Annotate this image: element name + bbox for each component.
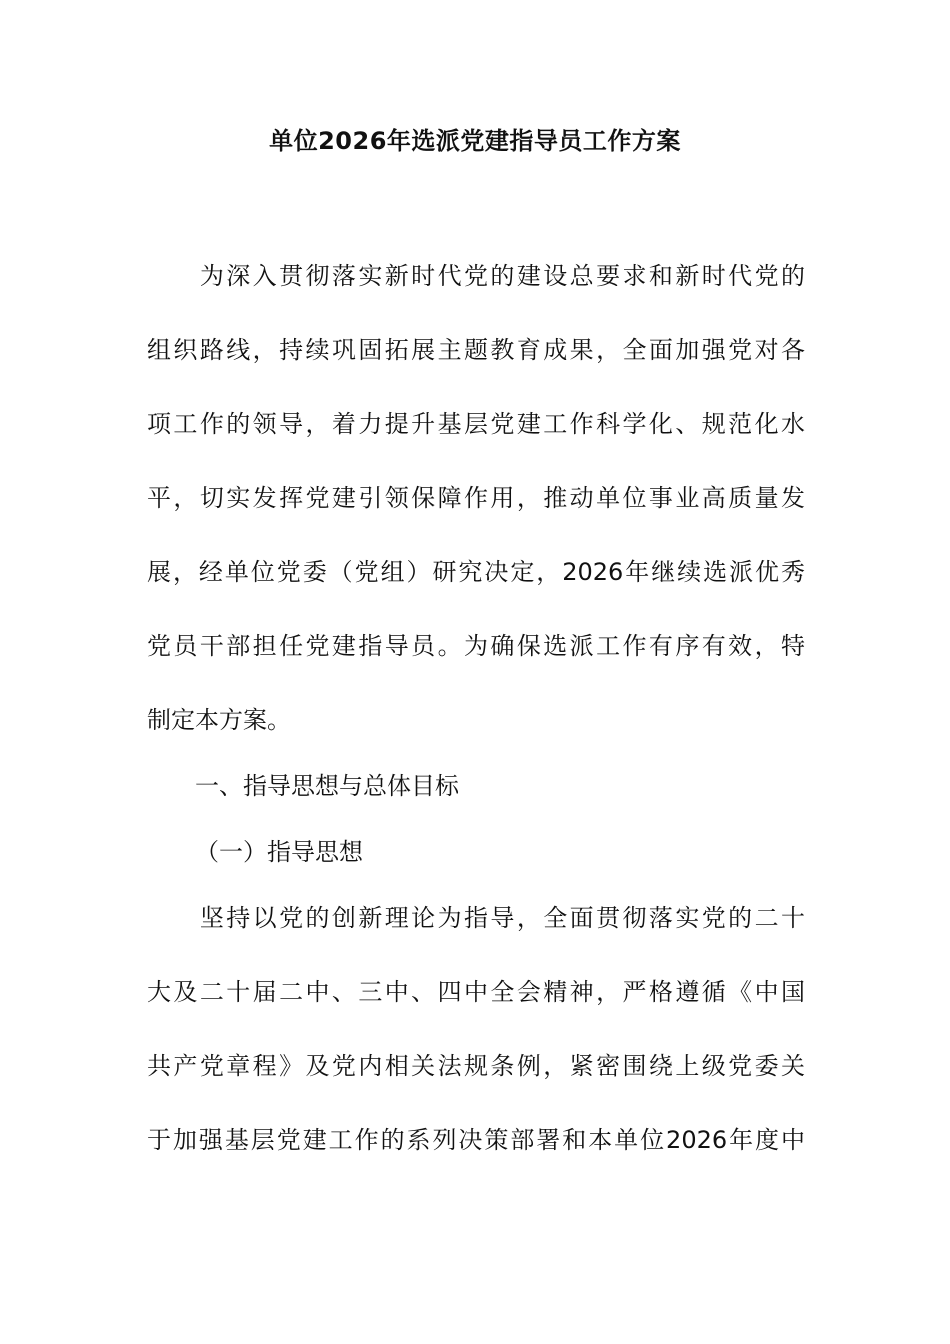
paragraph-line: 坚持以党的创新理论为指导，全面贯彻落实党的二十 [147, 904, 805, 932]
subsection-heading: （一）指导思想 [195, 838, 363, 866]
paragraph-line: 党员干部担任党建指导员。为确保选派工作有序有效，特 [147, 632, 805, 660]
paragraph-line: 展，经单位党委（党组）研究决定，2026年继续选派优秀 [147, 558, 805, 586]
paragraph-line: 为深入贯彻落实新时代党的建设总要求和新时代党的 [147, 262, 805, 290]
section-heading: 一、指导思想与总体目标 [195, 772, 459, 800]
paragraph-line: 共产党章程》及党内相关法规条例，紧密围绕上级党委关 [147, 1052, 805, 1080]
paragraph-line: 制定本方案。 [147, 706, 291, 734]
document-title: 单位2026年选派党建指导员工作方案 [269, 127, 681, 155]
paragraph-line: 组织路线，持续巩固拓展主题教育成果，全面加强党对各 [147, 336, 805, 364]
paragraph-line: 于加强基层党建工作的系列决策部署和本单位2026年度中 [147, 1126, 805, 1154]
paragraph-line: 大及二十届二中、三中、四中全会精神，严格遵循《中国 [147, 978, 805, 1006]
paragraph-line: 项工作的领导，着力提升基层党建工作科学化、规范化水 [147, 410, 805, 438]
paragraph-line: 平，切实发挥党建引领保障作用，推动单位事业高质量发 [147, 484, 805, 512]
